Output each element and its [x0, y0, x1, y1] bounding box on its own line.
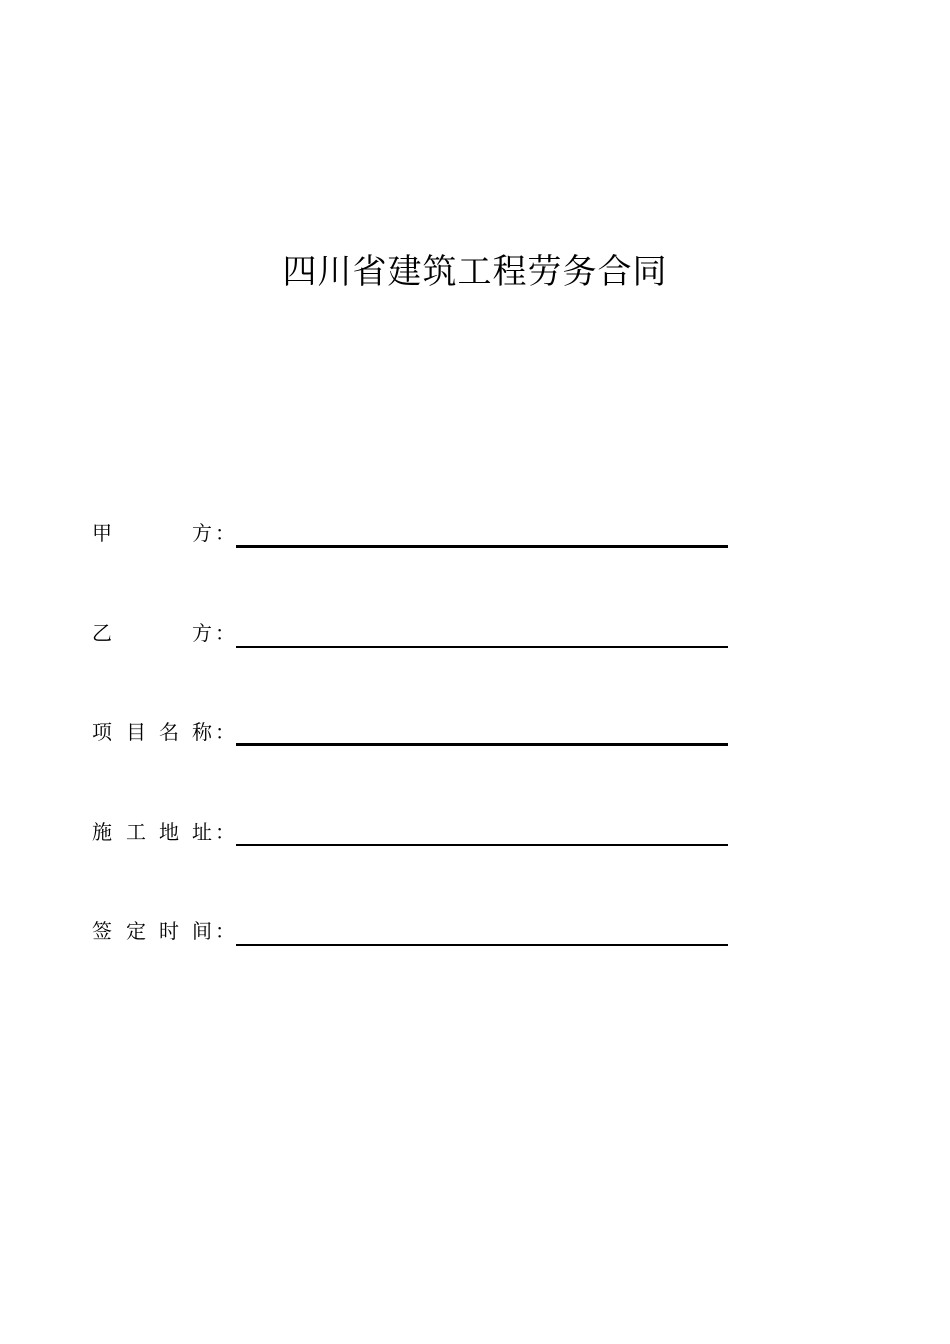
label-colon: ：	[215, 919, 235, 943]
label-char: 时	[159, 919, 179, 943]
label-colon: ：	[215, 621, 235, 645]
label-char: 地	[159, 820, 179, 844]
signing-date-label	[91, 916, 233, 946]
party-b-input-line[interactable]	[236, 646, 728, 648]
label-char: 址	[192, 820, 212, 844]
label-char: 方	[192, 621, 212, 645]
label-char: 称	[192, 720, 212, 744]
document-title: 四川省建筑工程劳务合同	[282, 252, 668, 292]
label-char: 间	[192, 919, 212, 943]
label-colon: ：	[215, 720, 235, 744]
label-char: 目	[126, 720, 146, 744]
label-char: 签	[92, 919, 112, 943]
signing-date-field	[91, 916, 731, 946]
construction-address-input-line[interactable]	[236, 844, 728, 846]
label-char: 施	[92, 820, 112, 844]
label-char: 甲	[92, 521, 112, 545]
project-name-field	[91, 717, 731, 747]
party-a-input-line[interactable]	[236, 545, 728, 548]
construction-address-label	[91, 817, 233, 847]
label-char: 方	[192, 521, 212, 545]
label-char: 乙	[92, 621, 112, 645]
party-a-label	[91, 518, 233, 548]
label-char: 项	[92, 720, 112, 744]
label-colon: ：	[215, 521, 235, 545]
label-colon: ：	[215, 820, 235, 844]
construction-address-field	[91, 817, 731, 847]
project-name-label	[91, 717, 233, 747]
label-char: 定	[126, 919, 146, 943]
party-b-field	[91, 618, 731, 648]
party-b-label	[91, 618, 233, 648]
party-a-field	[91, 518, 731, 548]
signing-date-input-line[interactable]	[236, 944, 728, 946]
label-char: 名	[159, 720, 179, 744]
label-char: 工	[126, 820, 146, 844]
project-name-input-line[interactable]	[236, 743, 728, 746]
